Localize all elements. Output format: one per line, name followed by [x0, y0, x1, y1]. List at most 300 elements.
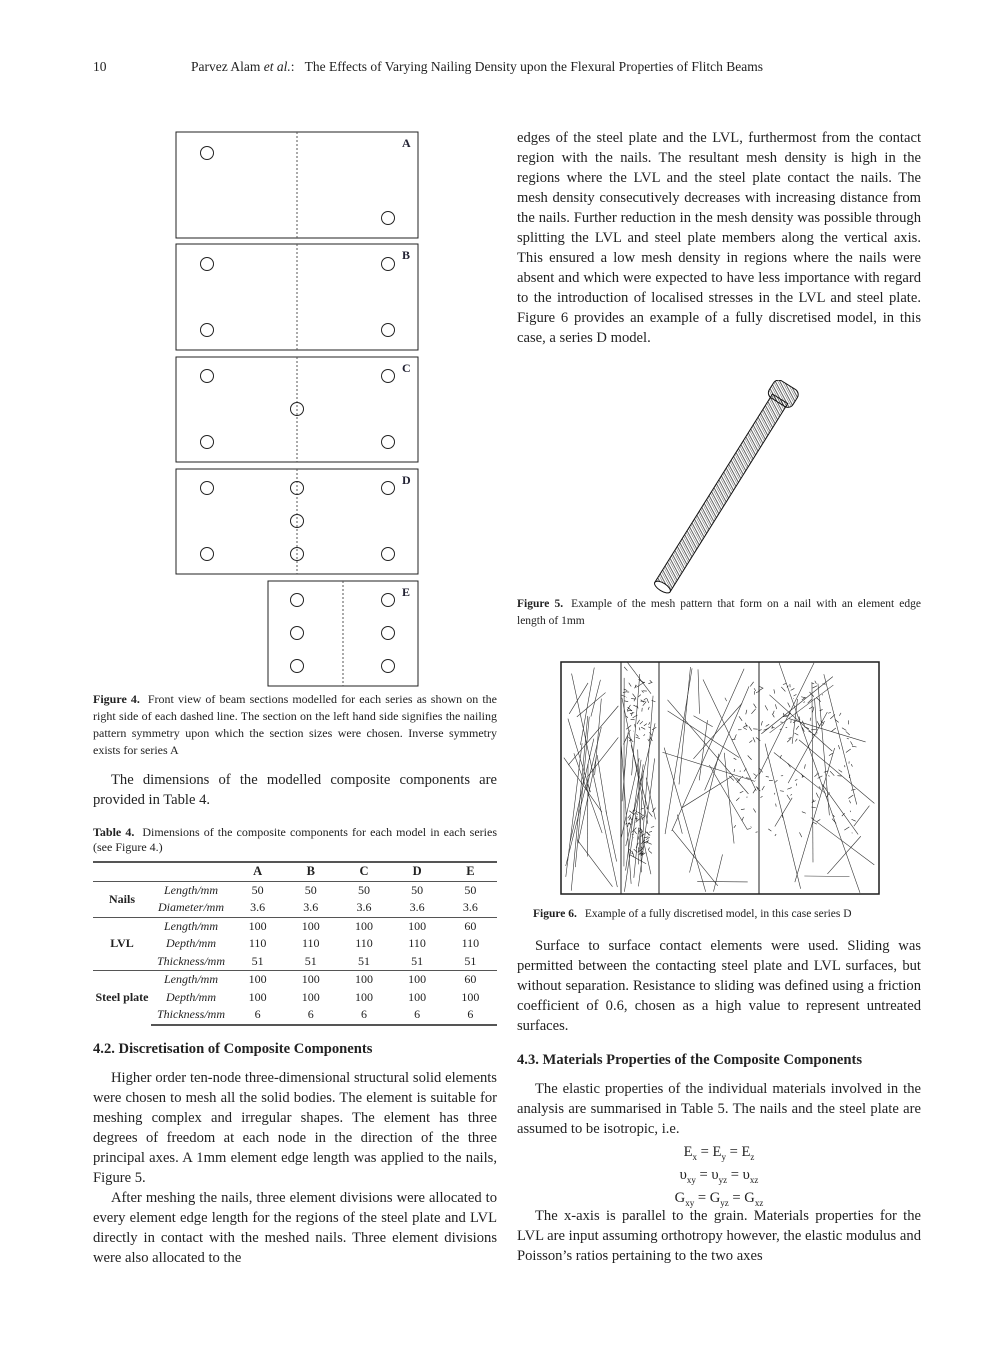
mesh-edge	[597, 755, 606, 813]
subscript: xy	[686, 1174, 696, 1185]
mesh-edge	[774, 793, 775, 795]
nail-hole	[201, 324, 214, 337]
nail-hole	[382, 627, 395, 640]
mesh-edge	[775, 704, 776, 709]
mesh-edge	[629, 683, 631, 687]
mesh-edge	[636, 734, 638, 736]
mesh-edge	[750, 682, 753, 687]
nail-hole	[201, 370, 214, 383]
mesh-edge	[572, 674, 618, 887]
column-header: D	[391, 862, 444, 881]
table-cell: 110	[248, 936, 267, 951]
nail-hole	[201, 548, 214, 561]
table-cell: 3.6	[462, 900, 478, 915]
mesh-edge	[846, 749, 851, 753]
mesh-edge	[787, 795, 790, 800]
mesh-edge	[756, 832, 758, 833]
mesh-edge	[830, 771, 834, 776]
mesh-edge	[772, 726, 773, 729]
table-cell: 100	[337, 971, 390, 989]
paragraph-text: Higher order ten-node three-dimensional structural solid elements were chosen to mesh all the solid bodies. The element is suitable for meshing complex and irregular shapes. The element has three degrees of freedom at each node in the direction of the three principal axes. A 1mm element edge length was applied to the nails, Figure 5.	[93, 1070, 497, 1186]
mesh-edge	[640, 721, 643, 724]
mesh-edge	[753, 737, 755, 742]
mesh-edge	[649, 732, 652, 735]
mesh-edge	[725, 698, 727, 701]
mesh-edge	[848, 795, 853, 798]
mesh-edge	[580, 668, 594, 745]
table-cell: 100	[408, 989, 427, 1004]
mesh-edge	[794, 733, 798, 735]
mesh-edge	[844, 765, 845, 767]
mesh-edge	[816, 793, 818, 798]
mesh-edge	[734, 825, 736, 828]
mesh-edge	[787, 738, 791, 742]
series-label: B	[402, 248, 411, 262]
mesh-edge	[765, 705, 768, 710]
table-cell: 50	[464, 882, 477, 897]
table-row	[93, 935, 497, 953]
table-row	[93, 881, 497, 899]
nail-hole	[382, 436, 395, 449]
mesh-edge	[624, 701, 628, 702]
mesh-edge	[740, 791, 743, 793]
series-label: E	[402, 585, 411, 599]
mesh-edge	[644, 724, 647, 726]
mesh-edge	[568, 706, 618, 765]
header-title: The Effects of Varying Nailing Density upon the Flexural Properties of Flitch Beams	[304, 59, 764, 74]
mesh-edge	[822, 694, 823, 695]
nail-hole	[291, 594, 304, 607]
mesh-edge	[577, 840, 612, 887]
mesh-edge	[627, 662, 651, 693]
subscript: yz	[718, 1174, 728, 1185]
mesh-edge	[734, 758, 737, 759]
table-cell: 6	[231, 1006, 284, 1025]
mesh-edge	[756, 738, 760, 741]
mesh-edge	[822, 721, 824, 726]
table-cell: 110	[461, 936, 480, 951]
mesh-edge	[749, 726, 752, 730]
mesh-edge	[637, 720, 640, 724]
caption-text: Example of the mesh pattern that form on a nail with an element edge length of 1mm	[517, 598, 922, 627]
table-cell: 50	[411, 882, 424, 897]
column-header: B	[284, 862, 337, 881]
mesh-edge	[796, 726, 799, 730]
mesh-edge	[637, 814, 638, 815]
mesh-edge	[761, 677, 833, 734]
mesh-edge	[813, 822, 817, 824]
mesh-edge	[672, 830, 717, 886]
mesh-edge	[629, 817, 631, 821]
row-group-label: Nails	[108, 891, 135, 906]
mesh-edge	[648, 727, 650, 728]
mesh-edge	[577, 693, 606, 717]
symbol: E	[741, 1144, 751, 1160]
mesh-edge	[648, 842, 652, 844]
mesh-edge	[703, 680, 756, 791]
table-cell: 3.6	[250, 900, 266, 915]
mesh-edge	[803, 702, 804, 703]
table-cell: 100	[391, 971, 444, 989]
mesh-edge	[753, 809, 755, 813]
mesh-edge	[799, 832, 801, 837]
mesh-edge	[734, 769, 735, 772]
mesh-edge	[839, 713, 841, 716]
section-4-2-body	[93, 1068, 497, 1268]
mesh-edge	[644, 837, 649, 838]
header-authors: Parvez Alam	[191, 59, 261, 74]
mesh-edge	[571, 716, 588, 891]
table-cell: 51	[464, 953, 477, 968]
table-cell: 110	[408, 936, 426, 951]
mesh-edge	[649, 722, 650, 724]
table-cell: 60	[444, 971, 497, 989]
mesh-edge	[844, 827, 849, 830]
table-4-caption	[93, 825, 497, 855]
mesh-edge	[626, 725, 631, 729]
table-cell: 3.6	[409, 900, 425, 915]
mesh-edge	[699, 720, 707, 780]
mesh-edge	[766, 776, 769, 777]
table-row	[93, 917, 497, 935]
paragraph-text: edges of the steel plate and the LVL, furthermost from the contact region with the nails. The resultant mesh density is high in the regions where the LVL and the steel plate contact the nails. The mesh density consecutively decreases with increasing distance from the nails. Further reduction in the mesh density was possible through splitting the LVL and steel plate members along the vertical axis. This ensured a low mesh density in regions where the nails were absent and which were expected to have less importance with regard to the introduction of localised stresses in the LVL and steel plate. Figure 6 provides an example of a fully discretised model, in this case, a series D model.	[517, 130, 921, 346]
mesh-edge	[648, 848, 649, 851]
mesh-edge	[783, 683, 786, 684]
row-label: Depth/mm	[166, 936, 216, 951]
mesh-edge	[624, 667, 627, 671]
mesh-edge	[812, 686, 817, 688]
mesh-edge	[586, 727, 601, 790]
table-cell: 6	[284, 1006, 337, 1025]
row-label: Length/mm	[151, 971, 231, 989]
mesh-edge	[747, 829, 751, 830]
mesh-edge	[791, 688, 795, 690]
figure-4-diagram	[0, 0, 500, 700]
header-colon: :	[290, 59, 295, 74]
mesh-edge	[742, 817, 744, 821]
nail-hole	[291, 482, 304, 495]
mesh-edge	[817, 819, 821, 821]
mesh-edge	[783, 713, 784, 716]
mesh-edge	[628, 823, 629, 827]
row-label: Length/mm	[151, 917, 231, 935]
mesh-edge	[759, 663, 814, 775]
mesh-edge	[754, 704, 757, 708]
mesh-edge	[824, 674, 857, 804]
mesh-edge	[741, 809, 745, 810]
mesh-edge	[852, 819, 856, 821]
mesh-edge	[714, 854, 723, 891]
table-cell: 51	[251, 953, 264, 968]
table-cell: 100	[461, 989, 480, 1004]
isotropy-equations	[517, 1143, 921, 1212]
symbol: G	[674, 1189, 686, 1206]
mesh-edge	[631, 712, 632, 716]
nail-hole	[201, 436, 214, 449]
mesh-edge	[851, 764, 852, 766]
table-cell: 100	[284, 917, 337, 935]
table-row	[93, 989, 497, 1007]
mesh-edge	[842, 728, 846, 731]
mesh-edge	[679, 667, 690, 784]
symbol: υ	[711, 1166, 719, 1183]
column-header: A	[231, 862, 284, 881]
subscript: xy	[685, 1197, 695, 1208]
mesh-edge	[606, 811, 617, 862]
paragraph	[517, 1079, 921, 1139]
nail-hole	[291, 660, 304, 673]
mesh-edge	[775, 834, 776, 836]
mesh-edge	[815, 681, 817, 684]
mesh-edge	[649, 812, 653, 817]
nail-hole	[382, 660, 395, 673]
mesh-edge	[634, 833, 638, 877]
mesh-edge	[815, 698, 817, 733]
mesh-edge	[795, 748, 835, 882]
mesh-edge	[724, 753, 734, 844]
mesh-edge	[634, 830, 637, 834]
mesh-edge	[647, 699, 649, 703]
mesh-edge	[632, 851, 633, 854]
mesh-edge	[756, 786, 760, 791]
mesh-edge	[744, 769, 746, 772]
caption-label: Figure 4.	[93, 692, 140, 706]
mesh-edge	[822, 784, 858, 834]
page-number: 10	[93, 59, 107, 74]
table-row	[93, 1006, 497, 1025]
nail-hole	[382, 212, 395, 225]
row-label: Thickness/mm	[151, 1006, 231, 1025]
table-cell: 50	[304, 882, 317, 897]
mesh-edge	[813, 707, 814, 711]
table-cell: 6	[337, 1006, 390, 1025]
row-group-label: LVL	[93, 917, 151, 971]
nail-hole	[201, 147, 214, 160]
mesh-edge	[694, 716, 713, 727]
caption-text: Example of a fully discretised model, in this case series D	[584, 908, 852, 920]
table-4	[93, 861, 497, 1026]
caption-text: Front view of beam sections modelled for each series as shown on the right side of each dashed line. The section on the left hand side signifies the nailing pattern symmetry upon which the section sizes were chosen. Inverse symmetry exists for series A	[93, 692, 497, 757]
mesh-edge	[789, 737, 792, 738]
table-cell: 100	[231, 917, 284, 935]
mesh-edge	[775, 780, 777, 782]
symbol: G	[709, 1189, 721, 1206]
mesh-edge	[627, 709, 628, 712]
mesh-edge	[646, 837, 650, 840]
mesh-edge	[802, 812, 806, 814]
table-cell: 6	[391, 1006, 444, 1025]
mesh-edge	[827, 836, 860, 874]
mesh-edge	[641, 727, 645, 729]
column-header: C	[337, 862, 390, 881]
header-etal: et al.	[263, 59, 291, 74]
mesh-edge	[682, 776, 732, 808]
equation: $E_x = E_y = E_z$	[683, 1144, 755, 1162]
mesh-edge	[648, 707, 649, 710]
table-cell: 100	[391, 917, 444, 935]
nail-hole	[382, 594, 395, 607]
nail-hole	[382, 370, 395, 383]
mesh-edge	[641, 815, 644, 817]
table-cell: 60	[444, 917, 497, 935]
paragraph-text: The x-axis is parallel to the grain. Materials properties for the LVL are input assuming orthotropy however, the elastic modulus and Poisson’s ratios pertaining to the two axes	[517, 1208, 921, 1264]
mesh-edge	[569, 683, 588, 714]
column-header: E	[444, 862, 497, 881]
mesh-edge	[775, 798, 792, 827]
mesh-edge	[709, 765, 747, 829]
mesh-edge	[828, 776, 829, 777]
mesh-edge	[643, 702, 646, 706]
mesh-edge	[648, 682, 652, 683]
mesh-edge	[636, 737, 640, 738]
mesh-edge	[854, 806, 870, 827]
mesh-edge	[698, 669, 699, 713]
table-header-row	[93, 862, 497, 881]
mesh-edge	[751, 826, 752, 827]
mesh-edge	[795, 739, 797, 742]
mesh-edge	[804, 764, 805, 768]
mesh-edge	[831, 728, 835, 731]
table-cell: 100	[337, 917, 390, 935]
mesh-edge	[772, 714, 774, 718]
mesh-edge	[635, 818, 638, 819]
mesh-edge	[852, 746, 857, 747]
mesh-edge	[690, 754, 719, 873]
mesh-edge	[761, 721, 762, 725]
table-cell: 6	[444, 1006, 497, 1025]
table-cell: 3.6	[356, 900, 372, 915]
table-row	[93, 953, 497, 971]
mesh-block	[561, 662, 621, 894]
table-cell: 100	[248, 989, 267, 1004]
series-label: A	[402, 136, 411, 150]
mesh-edge	[739, 716, 742, 720]
mesh-edge	[849, 800, 850, 803]
mesh-edge	[780, 791, 784, 792]
figure-5-caption	[517, 596, 921, 630]
mesh-edge	[754, 774, 757, 776]
series-label: C	[402, 361, 411, 375]
mesh-edge	[847, 738, 849, 739]
table-cell: 51	[411, 953, 424, 968]
mesh-edge	[649, 831, 652, 832]
mesh-edge	[633, 694, 636, 697]
mesh-edge	[633, 715, 638, 718]
mesh-edge	[828, 712, 831, 713]
table-cell: 51	[304, 953, 317, 968]
row-label: Diameter/mm	[158, 900, 224, 915]
mesh-edge	[635, 724, 636, 727]
mesh-edge	[644, 698, 647, 700]
row-label: Thickness/mm	[157, 953, 225, 968]
paragraph	[517, 936, 921, 1036]
mesh-edge	[789, 719, 866, 742]
caption-label: Figure 5.	[517, 598, 564, 610]
mesh-edge	[801, 697, 805, 698]
paragraph	[517, 1206, 921, 1266]
symbol: G	[744, 1189, 755, 1206]
mesh-edge	[630, 730, 631, 731]
subscript: xz	[749, 1174, 759, 1185]
equation: $\upsilon_{xy} = \upsilon_{yz} = \upsilon_{xz}$	[679, 1166, 759, 1185]
mesh-edge	[642, 817, 643, 820]
figure-6-caption	[533, 906, 923, 923]
mesh-edge	[788, 703, 790, 708]
table-cell: 51	[357, 953, 370, 968]
mesh-edge	[812, 682, 813, 862]
table-cell: 110	[302, 936, 320, 951]
mesh-edge	[626, 823, 627, 825]
mesh-edge	[652, 700, 656, 702]
figure-5-nail-mesh	[630, 380, 820, 595]
mesh-edge	[650, 680, 652, 682]
mesh-edge	[811, 818, 874, 865]
nail-hole	[291, 627, 304, 640]
nail-hole	[382, 482, 395, 495]
mesh-edge	[644, 734, 645, 736]
table-cell: 100	[301, 989, 320, 1004]
section-heading-4-3: 4.3. Materials Properties of the Composite Components	[517, 1052, 863, 1068]
mesh-edge	[746, 778, 750, 779]
equation: $G_{xy} = G_{yz} = G_{xz}$	[674, 1189, 764, 1208]
table-cell: 3.6	[303, 900, 319, 915]
mesh-edge	[768, 829, 771, 831]
row-label: Length/mm	[164, 882, 218, 897]
mesh-edge	[625, 738, 626, 741]
mesh-edge	[799, 740, 874, 803]
mesh-edge	[818, 776, 823, 779]
nail-hole	[382, 324, 395, 337]
caption-text: Dimensions of the composite components for each model in each series (see Figure 4.)	[93, 825, 497, 854]
mesh-edge	[649, 851, 652, 854]
nail-hole	[201, 258, 214, 271]
mesh-edge	[839, 770, 843, 773]
mesh-edge	[846, 731, 850, 734]
mesh-edge	[751, 709, 755, 714]
mesh-edge	[759, 688, 763, 691]
subscript: xz	[754, 1197, 764, 1208]
mesh-edge	[794, 694, 797, 696]
mesh-edge	[754, 688, 756, 691]
mesh-edge	[748, 755, 752, 759]
subscript: z	[750, 1151, 755, 1162]
mesh-edge	[765, 744, 801, 889]
nail-hole	[201, 482, 214, 495]
mesh-edge	[734, 734, 736, 739]
mesh-edge	[663, 752, 755, 781]
row-label: Depth/mm	[166, 989, 216, 1004]
table-row	[93, 971, 497, 989]
mesh-edge	[773, 711, 774, 714]
subscript: x	[692, 1151, 697, 1162]
figure-6-mesh-model	[553, 652, 887, 902]
nail-hole	[382, 548, 395, 561]
mesh-edge	[838, 745, 839, 749]
mesh-edge	[693, 703, 742, 758]
mesh-edge	[749, 740, 752, 742]
symbol: υ	[742, 1166, 750, 1183]
mesh-edge	[665, 668, 692, 834]
mesh-edge	[776, 804, 777, 807]
row-group-label: Steel plate	[93, 971, 151, 1025]
mesh-edge	[651, 827, 654, 828]
mesh-edge	[746, 710, 747, 714]
table-cell: 100	[354, 989, 373, 1004]
mesh-edge	[631, 745, 648, 810]
mesh-edge	[635, 685, 637, 688]
mesh-edge	[817, 721, 820, 726]
mesh-edge	[677, 815, 682, 834]
